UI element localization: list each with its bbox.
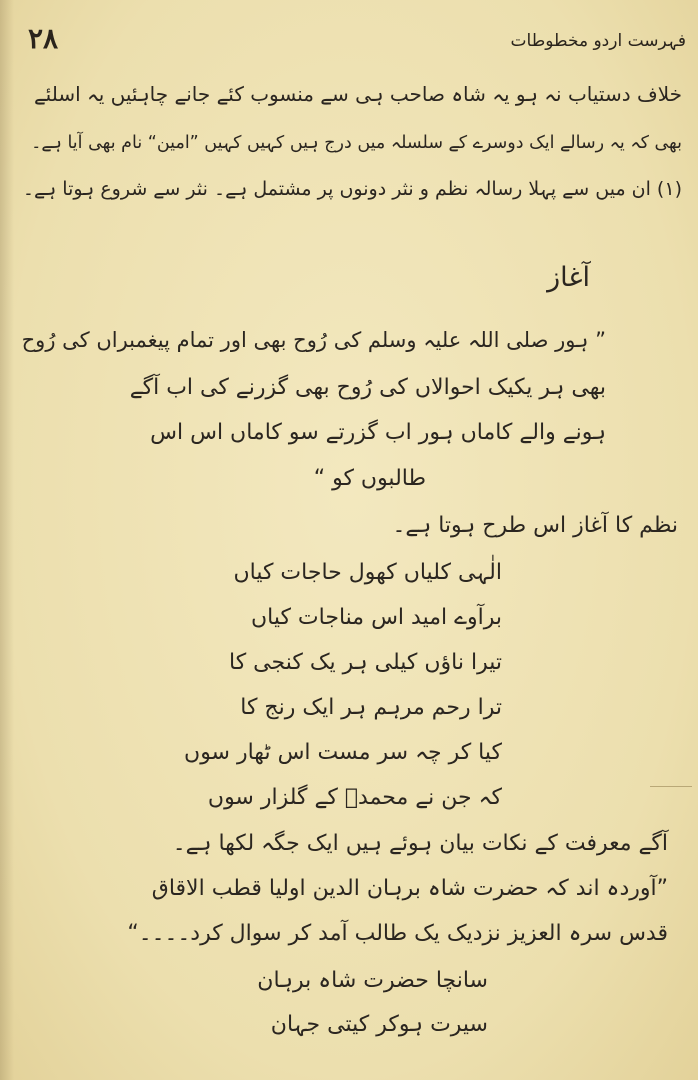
running-header: فہرست اردو مخطوطات: [510, 31, 686, 51]
prose-line: آگے معرفت کے نکات بیان ہوئے ہیں ایک جگہ لکھا ہے۔: [172, 831, 668, 856]
quote-line: ہونے والے کاماں ہور اب گزرتے سو کاماں اس اس: [150, 420, 606, 445]
intro-line: بھی کہ یہ رسالے ایک دوسرے کے سلسلہ میں درج ہیں کہیں کہیں ”امین“ نام بھی آیا ہے۔: [31, 133, 682, 153]
verse-line: کیا کر چہ سر مست اس ٹھار سوں: [184, 740, 502, 765]
verse-line: ترا رحم مرہم ہر ایک رنج کا: [240, 695, 502, 720]
verse-line: الٰہی کلیاں کھول حاجات کیاں: [233, 560, 502, 585]
section-heading: آغاز: [547, 262, 590, 293]
prose-line: قدس سرہ العزیز نزدیک یک طالب آمد کر سوال کرد۔۔۔۔“: [127, 921, 668, 946]
closing-verse-line: سیرت ہوکر کیتی جہان: [270, 1012, 488, 1037]
edge-mark: [650, 786, 692, 787]
quote-line: ” ہور صلی اللہ علیہ وسلم کی رُوح بھی اور تمام پیغمبراں کی رُوح: [21, 328, 606, 352]
page-number: ۲۸: [28, 22, 59, 55]
page-fold-shadow: [0, 0, 14, 1080]
intro-line: خلاف دستیاب نہ ہو یہ شاہ صاحب ہی سے منسوب کئے جانے چاہئیں یہ اسلئے: [33, 82, 682, 106]
verse-line: کہ جن نے محمدؐ کے گلزار سوں: [207, 785, 502, 810]
intro-line: (۱) ان میں سے پہلا رسالہ نظم و نثر دونوں پر مشتمل ہے۔ نثر سے شروع ہوتا ہے۔: [22, 178, 682, 200]
verse-intro: نظم کا آغاز اس طرح ہوتا ہے۔: [392, 513, 678, 538]
prose-line: ”آوردہ اند کہ حضرت شاہ برہان الدین اولیا قطب الاقاق: [151, 876, 668, 901]
verse-line: تیرا ناؤں کیلی ہر یک کنجی کا: [229, 650, 502, 675]
verse-line: برآوے امید اس مناجات کیاں: [250, 605, 502, 630]
quote-line: طالبوں کو “: [313, 466, 426, 491]
quote-line: بھی ہر یکیک احوالاں کی رُوح بھی گزرنے کی اب آگے: [129, 375, 606, 400]
closing-verse-line: سانچا حضرت شاہ برہان: [257, 968, 488, 993]
